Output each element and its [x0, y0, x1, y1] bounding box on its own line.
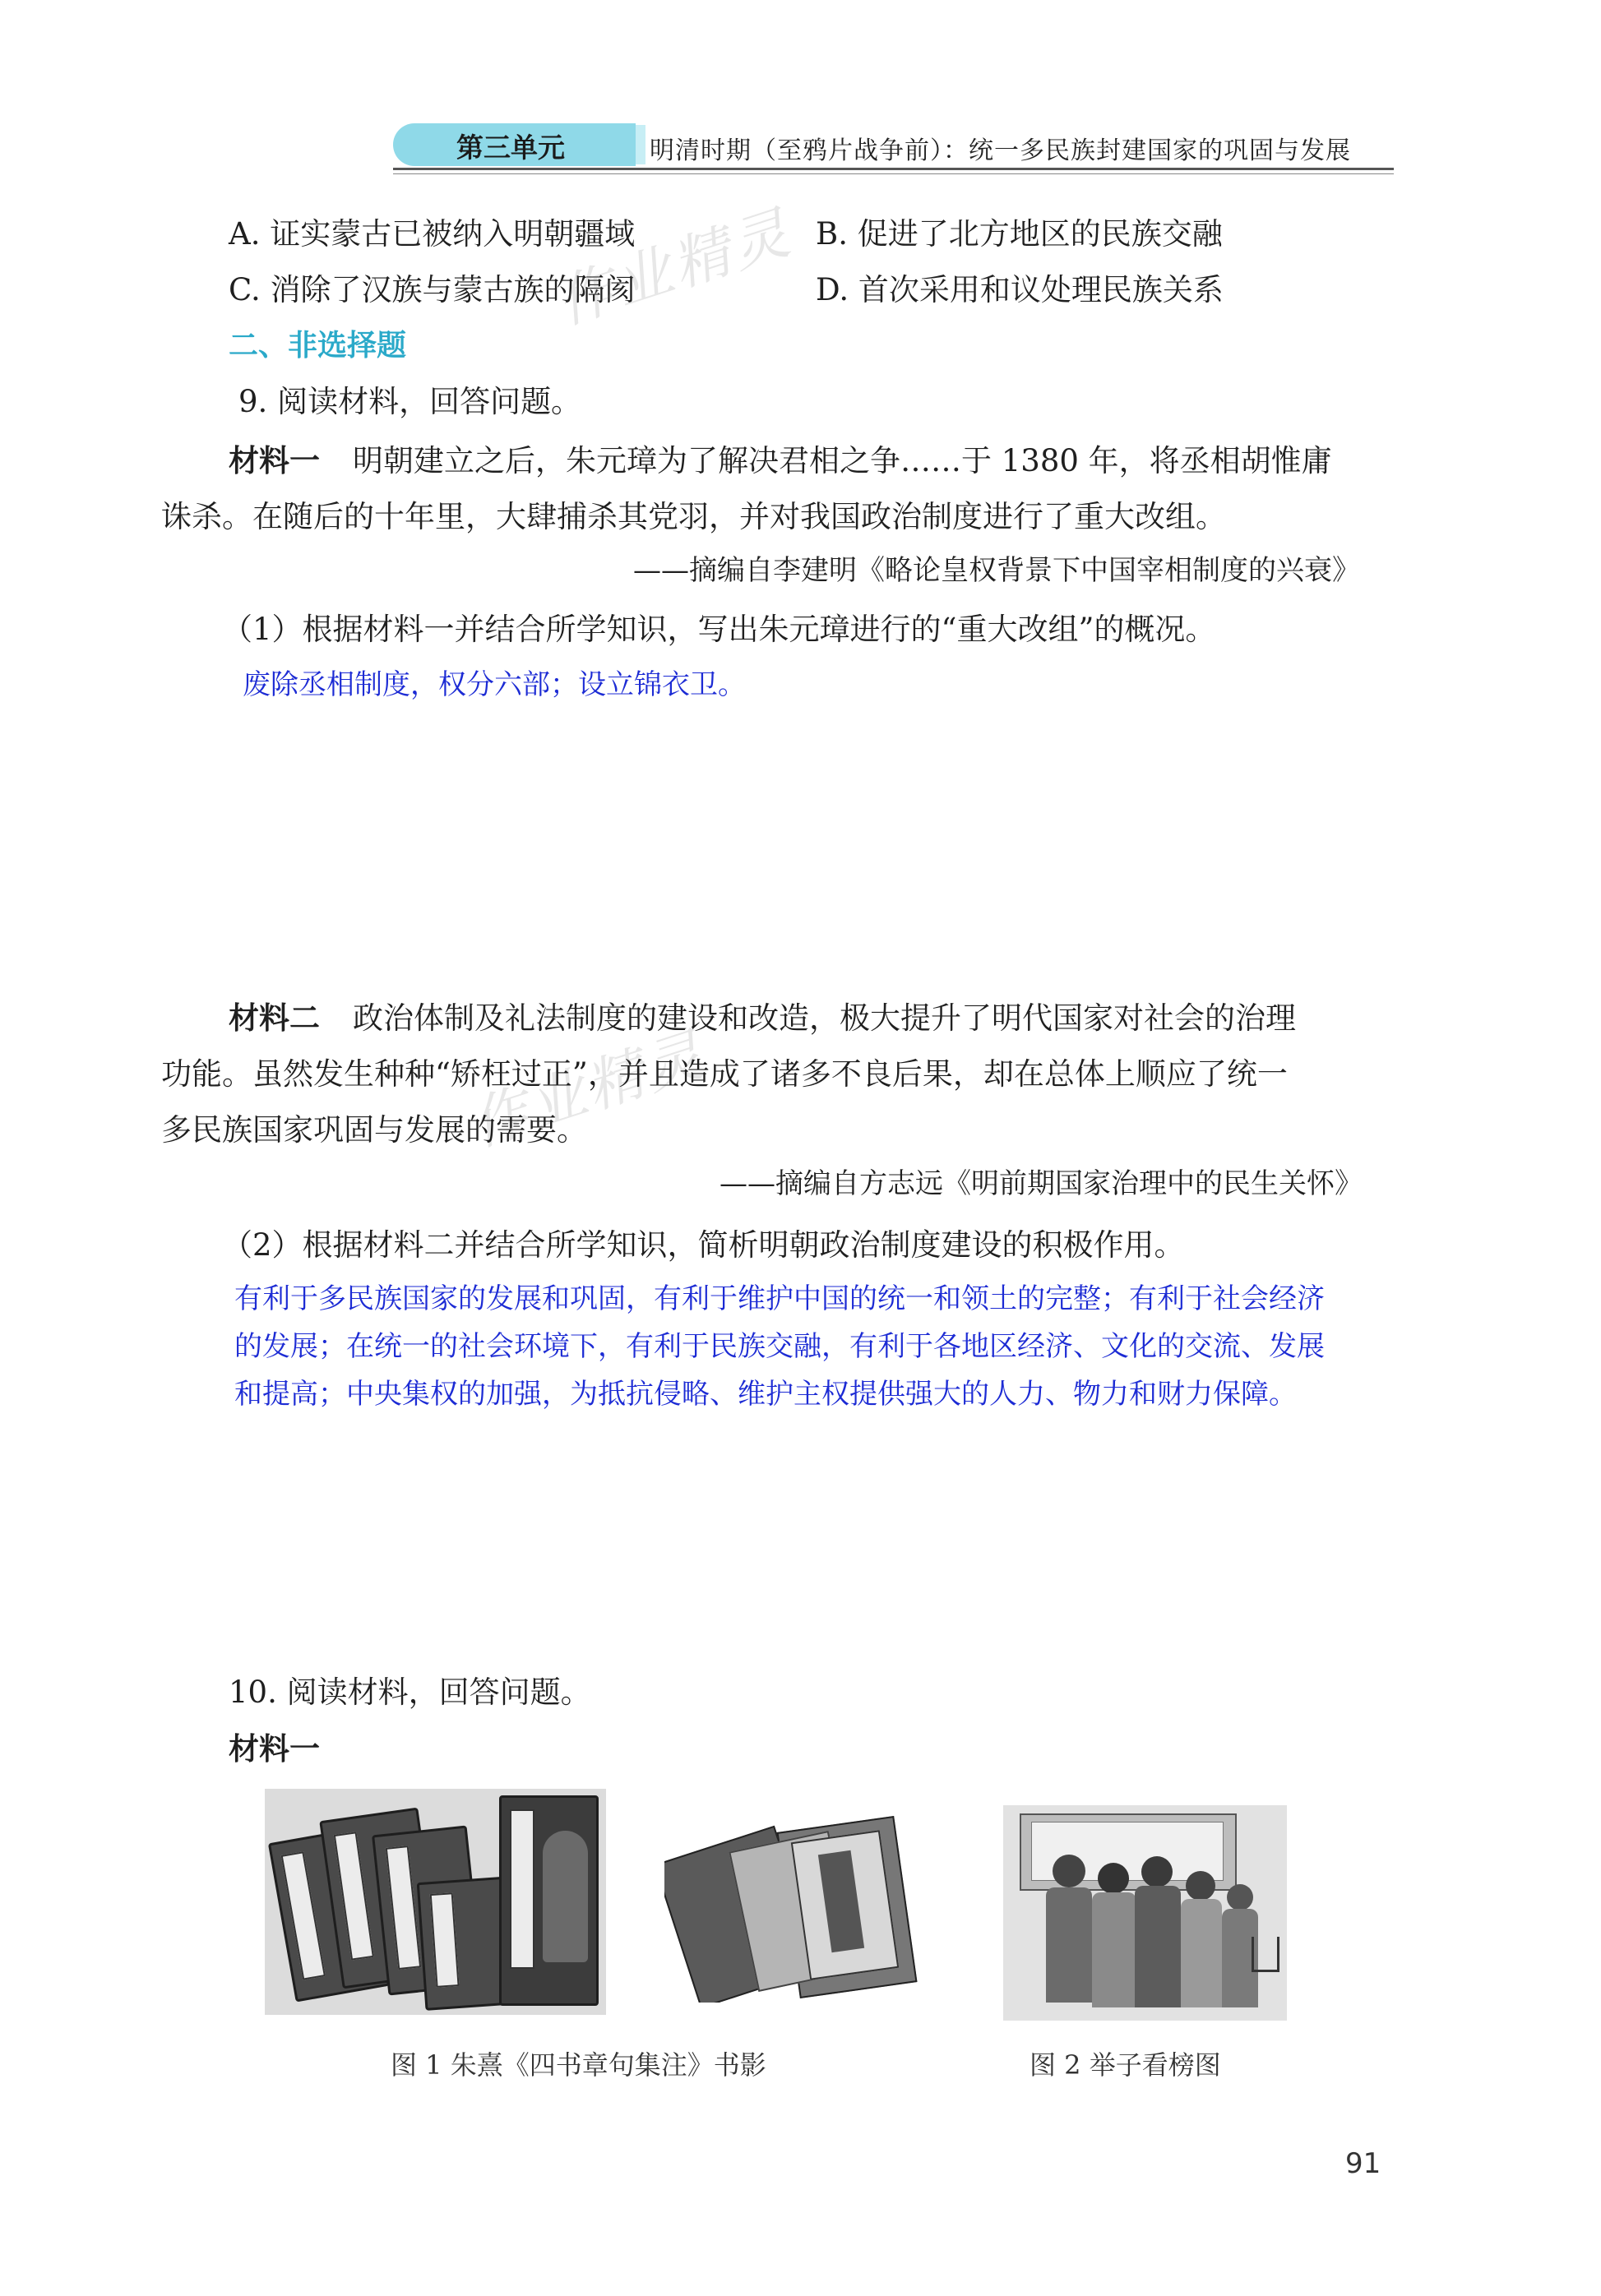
q9-answer2-line1: 有利于多民族国家的发展和巩固，有利于维护中国的统一和领土的完整；有利于社会经济	[234, 1282, 1325, 1315]
q9-answer1: 废除丞相制度，权分六部；设立锦衣卫。	[243, 668, 746, 701]
material-text: 明朝建立之后，朱元璋为了解决君相之争……于 1380 年，将丞相胡惟庸	[353, 443, 1332, 478]
q9-material2-line2: 功能。虽然发生种种“矫枉过正”，并且造成了诸多不良后果，却在总体上顺应了统一	[161, 1056, 1288, 1092]
q9-material2-source: ——摘编自方志远《明前期国家治理中的民生关怀》	[720, 1167, 1363, 1200]
q9-answer2-line3: 和提高；中央集权的加强，为抵抗侵略、维护主权提供强大的人力、物力和财力保障。	[234, 1378, 1297, 1411]
unit-label: 第三单元	[456, 132, 565, 164]
q9-question2: （2）根据材料二并结合所学知识，简析明朝政治制度建设的积极作用。	[222, 1227, 1185, 1263]
page-number: 91	[1345, 2147, 1381, 2180]
q9-stem: 9. 阅读材料，回答问题。	[238, 384, 582, 419]
q9-material1-line1	[229, 436, 1332, 480]
material-label: 材料一	[229, 443, 320, 478]
q10-material1-label: 材料一	[229, 1731, 320, 1767]
figure1-image-a	[265, 1789, 606, 2015]
option-c: C. 消除了汉族与蒙古族的隔阂	[229, 272, 636, 307]
q9-answer2-line2: 的发展；在统一的社会环境下，有利于民族交融，有利于各地区经济、文化的交流、发展	[234, 1330, 1325, 1363]
option-d: D. 首次采用和议处理民族关系	[816, 272, 1224, 307]
figure2-caption: 图 2 举子看榜图	[1030, 2049, 1221, 2081]
section-heading: 二、非选择题	[229, 329, 407, 363]
q9-material2-line1	[229, 993, 1296, 1037]
figure1-image-b	[664, 1807, 921, 2003]
q9-question1: （1）根据材料一并结合所学知识，写出朱元璋进行的“重大改组”的概况。	[222, 612, 1216, 647]
watermark: 作业精灵	[461, 1020, 715, 1160]
material-label: 材料二	[229, 1000, 320, 1036]
watermark: 作业精灵	[548, 198, 801, 338]
option-a: A. 证实蒙古已被纳入明朝疆域	[229, 216, 636, 252]
q9-material1-source: ——摘编自李建明《略论皇权背景下中国宰相制度的兴衰》	[633, 554, 1360, 587]
option-b: B. 促进了北方地区的民族交融	[816, 216, 1223, 252]
q9-material1-line2: 诛杀。在随后的十年里，大肆捕杀其党羽，并对我国政治制度进行了重大改组。	[161, 499, 1226, 534]
book-case	[499, 1795, 599, 2006]
figure1-caption: 图 1 朱熹《四书章句集注》书影	[391, 2049, 766, 2081]
header-title: 明清时期（至鸦片战争前）：统一多民族封建国家的巩固与发展	[650, 136, 1351, 165]
material-text: 政治体制及礼法制度的建设和改造，极大提升了明代国家对社会的治理	[353, 1000, 1296, 1036]
q9-material2-line3: 多民族国家巩固与发展的需要。	[161, 1112, 587, 1148]
figure2-image	[1003, 1805, 1287, 2021]
header-rule	[393, 168, 1394, 170]
q10-stem: 10. 阅读材料，回答问题。	[229, 1675, 591, 1710]
header-rule-thin	[393, 173, 1394, 174]
